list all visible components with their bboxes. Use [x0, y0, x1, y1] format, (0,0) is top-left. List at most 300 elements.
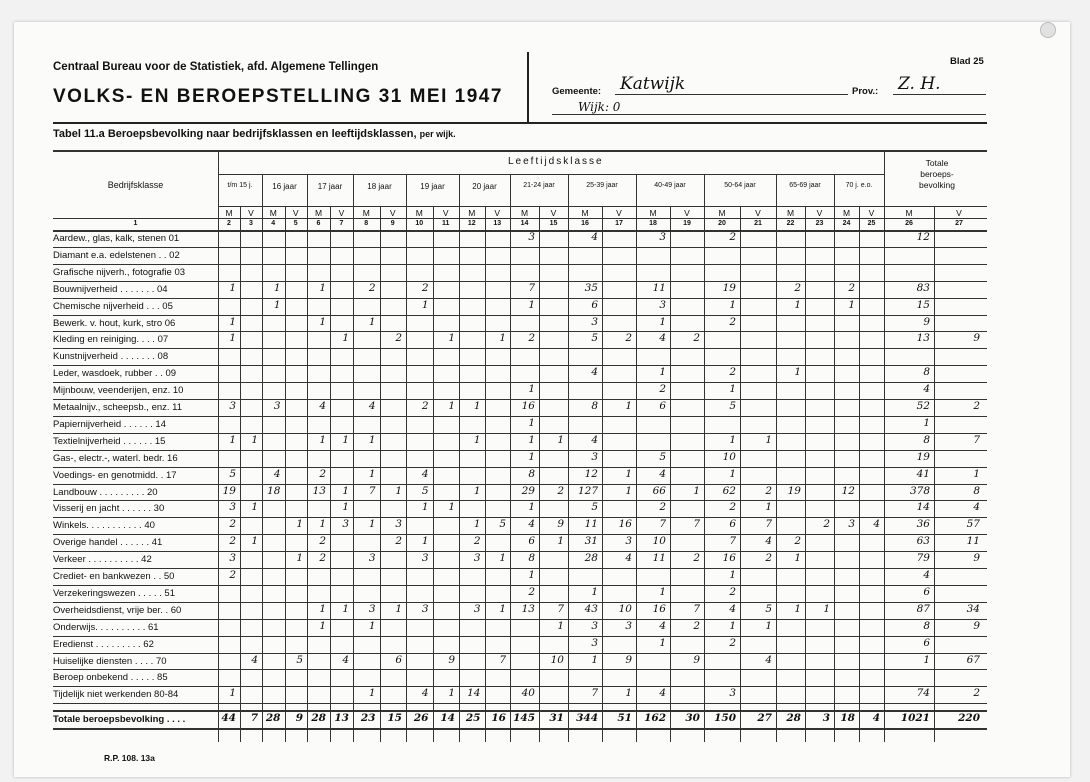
data-cell: 3	[421, 552, 429, 565]
data-cell: 1	[448, 400, 455, 412]
data-cell: 2	[729, 585, 736, 598]
male-label: M	[269, 208, 277, 218]
data-cell: 11	[966, 535, 980, 548]
data-cell: 1	[659, 315, 666, 328]
row-label: Huiselijke diensten . . . . 70	[53, 655, 167, 667]
data-cell: 1	[342, 484, 349, 497]
column-number: 17	[615, 220, 623, 227]
column-number: 3	[249, 220, 253, 227]
female-label: V	[868, 208, 875, 218]
data-cell: 1	[251, 433, 258, 446]
male-label: M	[468, 208, 476, 218]
provincie-underline	[893, 94, 986, 95]
total-heading-line1: Totale	[925, 158, 949, 168]
age-class-label: t/m 15 j.	[227, 182, 253, 189]
data-cell: 83	[916, 281, 930, 294]
data-cell: 6	[591, 298, 598, 311]
data-cell: 4	[251, 653, 258, 666]
row-label: Verkeer . . . . . . . . . . 42	[53, 554, 152, 566]
data-cell: 1	[823, 602, 830, 615]
age-col-divider	[834, 174, 835, 742]
age-class-label: 16 jaar	[272, 182, 297, 191]
total-cell: 1021	[900, 712, 930, 725]
column-number: 5	[293, 220, 298, 227]
data-cell: 6	[729, 518, 736, 531]
total-cell: 145	[513, 712, 535, 725]
data-cell: 1	[794, 602, 801, 615]
row-rule	[53, 636, 987, 637]
total-cell: 23	[360, 712, 376, 725]
data-cell: 7	[729, 535, 736, 548]
data-cell: 1	[473, 484, 481, 497]
total-cell: 28	[311, 712, 326, 725]
data-cell: 1	[448, 332, 455, 345]
data-cell: 2	[794, 535, 801, 548]
data-cell: 2	[973, 400, 980, 412]
data-cell: 3	[229, 400, 236, 412]
total-cell: 220	[958, 712, 980, 725]
total-cell: 28	[265, 712, 281, 725]
data-cell: 1	[319, 315, 326, 328]
organization-name: Centraal Bureau voor de Statistiek, afd. Algemene Tellingen	[53, 61, 379, 73]
data-cell: 4	[421, 687, 429, 700]
data-cell: 4	[342, 653, 349, 666]
female-label: V	[338, 208, 345, 218]
data-cell: 10	[652, 535, 666, 548]
data-cell: 2	[765, 484, 772, 497]
female-label: V	[616, 208, 622, 218]
row-label: Mijnbouw, veenderijen, enz. 10	[53, 385, 184, 397]
column-number: 19	[683, 220, 691, 227]
male-label: M	[786, 208, 795, 218]
data-cell: 2	[229, 535, 236, 548]
column-number: 6	[316, 220, 321, 227]
data-cell: 3	[368, 602, 376, 615]
data-cell: 9	[557, 518, 564, 531]
data-cell: 2	[729, 366, 736, 379]
data-cell: 1	[229, 281, 236, 294]
data-cell: 127	[577, 484, 598, 497]
total-cell: 15	[387, 712, 402, 725]
data-cell: 14	[916, 501, 930, 514]
data-cell: 1	[319, 281, 326, 294]
data-cell: 2	[693, 552, 700, 565]
data-cell: 1	[421, 298, 429, 311]
data-cell: 1	[273, 281, 281, 294]
data-cell: 7	[528, 281, 535, 294]
row-label: Leder, wasdoek, rubber . . 09	[53, 368, 177, 380]
mv-col-divider	[805, 206, 806, 742]
data-cell: 4	[659, 619, 666, 632]
data-cell: 8	[923, 366, 930, 379]
data-cell: 10	[618, 602, 632, 615]
data-cell: 1	[625, 484, 632, 497]
age-col-divider	[262, 174, 263, 742]
female-label: V	[684, 208, 690, 218]
data-cell: 4	[765, 653, 772, 666]
data-cell: 79	[916, 552, 930, 565]
data-cell: 1	[659, 585, 666, 598]
data-cell: 2	[395, 332, 402, 345]
data-cell: 4	[273, 467, 281, 480]
rowhead-label: Bedrijfsklasse	[107, 180, 164, 190]
data-cell: 15	[916, 298, 930, 311]
row-label: Winkels. . . . . . . . . . . 40	[53, 520, 155, 532]
data-cell: 4	[659, 332, 666, 345]
column-number: 27	[955, 220, 963, 227]
data-cell: 7	[693, 602, 700, 615]
data-cell: 1	[794, 552, 801, 565]
total-cell: 28	[786, 712, 801, 725]
data-cell: 19	[916, 450, 930, 463]
data-cell: 378	[909, 484, 930, 497]
data-cell: 1	[528, 383, 535, 396]
data-cell: 1	[591, 653, 598, 666]
data-cell: 3	[368, 552, 376, 565]
data-cell: 1	[368, 619, 376, 632]
data-cell: 2	[395, 535, 402, 548]
data-cell: 1	[368, 687, 376, 700]
total-cell: 44	[221, 712, 236, 725]
data-cell: 3	[421, 602, 429, 615]
data-cell: 2	[421, 281, 429, 294]
data-cell: 1	[625, 687, 632, 700]
data-cell: 3	[625, 535, 632, 548]
data-cell: 6	[923, 585, 930, 598]
row-label: Kunstnijverheid . . . . . . . 08	[53, 351, 169, 363]
total-cell: 31	[549, 712, 564, 725]
column-number: 12	[467, 220, 476, 227]
total-cell: 344	[576, 712, 598, 725]
age-class-label: 50-64 jaar	[724, 182, 756, 189]
data-cell: 3	[729, 687, 736, 700]
row-label: Textielnijverheid . . . . . . 15	[53, 435, 166, 447]
total-cell: 26	[413, 712, 429, 725]
data-cell: 3	[848, 518, 855, 531]
data-cell: 4	[528, 518, 535, 531]
data-cell: 12	[584, 467, 598, 480]
female-label: V	[755, 208, 761, 218]
data-cell: 5	[296, 653, 303, 666]
male-label: M	[225, 208, 233, 218]
data-cell: 11	[652, 552, 666, 565]
data-cell: 1	[421, 535, 429, 548]
data-cell: 4	[765, 535, 772, 548]
age-class-label: 20 jaar	[472, 182, 497, 191]
male-label: M	[718, 208, 726, 218]
data-cell: 9	[693, 653, 700, 666]
female-label: V	[550, 208, 557, 218]
data-cell: 2	[693, 332, 700, 345]
data-cell: 1	[251, 501, 258, 514]
census-table	[53, 150, 987, 742]
data-cell: 1	[557, 433, 564, 446]
data-cell: 6	[528, 535, 535, 548]
data-cell: 3	[273, 400, 281, 412]
data-cell: 13	[521, 602, 535, 615]
male-label: M	[415, 208, 423, 218]
column-number: 20	[718, 220, 726, 227]
age-class-label: 18 jaar	[367, 182, 392, 191]
data-cell: 7	[693, 518, 700, 531]
data-cell: 16	[618, 518, 632, 531]
data-cell: 9	[973, 619, 980, 632]
data-cell: 2	[557, 484, 564, 497]
data-cell: 1	[319, 602, 326, 615]
data-cell: 2	[973, 687, 980, 700]
age-col-divider	[776, 174, 777, 742]
data-cell: 2	[319, 467, 326, 480]
row-label: Eredienst . . . . . . . . . 62	[53, 638, 154, 650]
data-cell: 63	[916, 535, 930, 548]
data-cell: 19	[222, 484, 236, 497]
data-cell: 3	[229, 501, 236, 514]
row-rule	[53, 315, 987, 316]
total-cell: 9	[295, 712, 303, 725]
data-cell: 1	[528, 433, 535, 446]
data-cell: 1	[473, 433, 481, 446]
data-cell: 1	[229, 332, 236, 345]
total-cell: 3	[822, 712, 830, 725]
data-cell: 3	[591, 636, 598, 649]
data-cell: 3	[395, 518, 402, 531]
data-cell: 18	[267, 484, 281, 497]
data-cell: 1	[973, 467, 980, 480]
data-cell: 1	[693, 484, 700, 497]
mv-col-divider	[859, 206, 860, 742]
male-label: M	[842, 208, 851, 218]
data-cell: 16	[521, 400, 535, 412]
data-cell: 4	[659, 687, 666, 700]
data-cell: 87	[916, 602, 930, 615]
data-cell: 41	[916, 467, 930, 480]
data-cell: 40	[521, 687, 535, 700]
total-row-label: Totale beroepsbevolking . . . .	[53, 714, 186, 726]
data-cell: 2	[729, 636, 736, 649]
female-label: V	[494, 208, 501, 218]
data-cell: 4	[625, 552, 632, 565]
provincie-value: Z. H.	[898, 74, 941, 94]
row-label: Overige handel . . . . . . 41	[53, 537, 163, 549]
data-cell: 1	[765, 433, 772, 446]
column-number: 15	[549, 220, 558, 227]
data-cell: 3	[473, 602, 481, 615]
age-col-divider	[307, 174, 308, 742]
data-cell: 2	[319, 552, 326, 565]
data-cell: 31	[584, 535, 598, 548]
data-cell: 8	[591, 400, 598, 412]
total-cell: 7	[250, 712, 258, 725]
data-cell: 9	[448, 653, 455, 666]
data-cell: 1	[765, 619, 772, 632]
row-rule	[53, 653, 987, 654]
row-label: Crediet- en bankwezen . . 50	[53, 571, 175, 582]
column-number: 8	[364, 220, 369, 227]
data-cell: 1	[368, 433, 376, 446]
data-cell: 1	[473, 518, 481, 531]
male-label: M	[649, 208, 657, 218]
row-label: Landbouw . . . . . . . . . 20	[53, 486, 158, 498]
data-cell: 4	[591, 433, 598, 446]
data-cell: 1	[625, 467, 632, 480]
data-cell: 28	[584, 552, 598, 565]
female-label: V	[248, 208, 254, 218]
header-divider	[527, 52, 529, 122]
data-cell: 1	[625, 400, 632, 412]
row-label: Beroep onbekend . . . . . 85	[53, 672, 168, 684]
male-label: M	[905, 208, 913, 218]
data-cell: 4	[421, 467, 429, 480]
table-top-rule	[53, 150, 987, 152]
age-col-divider	[406, 174, 407, 742]
total-cell: 27	[757, 712, 772, 725]
age-class-label: 21-24 jaar	[523, 182, 555, 189]
row-label: Bouwnijverheid . . . . . . . 04	[53, 283, 168, 295]
data-cell: 7	[499, 653, 506, 666]
row-label: Gas-, electr.-, waterl. bedr. 16	[53, 452, 178, 464]
number-header-rule	[53, 218, 987, 219]
data-cell: 1	[395, 602, 402, 615]
female-label: V	[389, 208, 396, 218]
total-cell: 30	[685, 712, 700, 725]
data-cell: 1	[659, 366, 666, 379]
data-cell: 1	[319, 518, 326, 531]
data-cell: 4	[729, 602, 736, 615]
data-cell: 62	[722, 484, 736, 497]
data-cell: 2	[368, 281, 376, 294]
data-cell: 7	[591, 687, 598, 700]
data-cell: 66	[652, 484, 666, 497]
data-cell: 8	[973, 484, 980, 497]
data-cell: 5	[659, 450, 666, 463]
age-group-heading: Leeftijdsklasse	[508, 156, 604, 167]
data-cell: 16	[722, 552, 736, 565]
wijk-underline	[552, 114, 986, 115]
data-cell: 4	[873, 518, 880, 531]
data-cell: 4	[591, 366, 598, 379]
data-cell: 1	[448, 687, 455, 700]
data-cell: 3	[591, 619, 598, 632]
column-number: 7	[339, 220, 344, 227]
data-cell: 3	[659, 298, 666, 311]
data-cell: 1	[499, 552, 506, 565]
column-number: 24	[842, 220, 851, 227]
data-cell: 19	[722, 281, 736, 294]
column-number: 13	[493, 220, 502, 227]
total-cell: 51	[617, 712, 632, 725]
age-class-label: 65-69 jaar	[789, 182, 821, 189]
data-cell: 2	[229, 518, 236, 531]
row-label: Chemische nijverheid . . . 05	[53, 300, 173, 312]
female-label: V	[956, 208, 962, 218]
row-label: Papiernijverheid . . . . . . 14	[53, 418, 167, 430]
data-cell: 9	[625, 653, 632, 666]
data-cell: 7	[557, 602, 564, 615]
row-label: Tijdelijk niet werkenden 80-84	[53, 689, 179, 701]
data-cell: 1	[528, 416, 535, 429]
data-cell: 1	[395, 484, 402, 497]
data-cell: 1	[528, 569, 535, 581]
data-cell: 2	[848, 281, 855, 294]
data-cell: 8	[923, 619, 930, 632]
data-cell: 2	[659, 383, 666, 396]
data-cell: 1	[528, 298, 535, 311]
data-cell: 2	[229, 569, 236, 581]
data-cell: 19	[787, 484, 801, 497]
data-cell: 1	[319, 433, 326, 446]
data-cell: 2	[794, 281, 801, 294]
data-cell: 1	[729, 467, 736, 480]
data-cell: 2	[528, 585, 535, 598]
column-number: 21	[754, 220, 762, 227]
total-top-rule	[53, 710, 987, 712]
row-rule	[53, 264, 987, 265]
data-cell: 7	[973, 433, 980, 446]
age-col-divider	[459, 174, 460, 742]
data-cell: 2	[765, 552, 772, 565]
column-number: 14	[520, 220, 529, 227]
form-code: R.P. 108. 13a	[104, 753, 155, 763]
data-cell: 8	[923, 433, 930, 446]
data-cell: 4	[368, 400, 376, 412]
row-label: Kleding en reiniging. . . . 07	[53, 334, 169, 346]
header-rule	[53, 122, 987, 124]
data-cell: 4	[659, 467, 666, 480]
sheet-number: Blad 25	[950, 56, 984, 67]
data-cell: 6	[923, 636, 930, 649]
data-cell: 2	[693, 619, 700, 632]
data-cell: 2	[729, 501, 736, 514]
data-cell: 8	[528, 467, 535, 480]
total-heading-line3: bevolking	[919, 180, 955, 190]
data-cell: 1	[319, 619, 326, 632]
data-cell: 67	[966, 653, 980, 666]
data-cell: 11	[584, 518, 598, 531]
data-cell: 35	[584, 281, 598, 294]
column-number: 25	[867, 220, 876, 227]
table-caption: Tabel 11.a Beroepsbevolking naar bedrijfsklassen en leeftijdsklassen, per wijk.	[53, 128, 456, 140]
total-cell: 162	[644, 712, 666, 725]
data-cell: 1	[229, 687, 236, 700]
data-cell: 1	[591, 585, 598, 598]
data-cell: 1	[296, 552, 303, 565]
data-cell: 6	[659, 400, 666, 412]
data-cell: 3	[659, 231, 666, 243]
column-number: 11	[442, 220, 450, 227]
data-cell: 2	[659, 501, 666, 514]
data-cell: 10	[722, 450, 736, 463]
age-col-divider	[218, 174, 219, 742]
data-cell: 4	[591, 231, 598, 243]
data-cell: 1	[342, 332, 349, 345]
total-cell: 18	[840, 712, 855, 725]
data-cell: 12	[916, 231, 930, 243]
column-number: 4	[271, 220, 276, 227]
data-cell: 12	[841, 484, 855, 497]
male-label: M	[581, 208, 589, 218]
column-number: 23	[815, 220, 824, 227]
gemeente-label: Gemeente:	[552, 86, 602, 97]
row-label: Onderwijs. . . . . . . . . . 61	[53, 621, 159, 633]
total-cell: 25	[465, 712, 481, 725]
age-class-label: 25-39 jaar	[586, 182, 618, 189]
data-cell: 57	[966, 518, 980, 531]
data-cell: 16	[652, 602, 666, 615]
total-cell: 13	[334, 712, 349, 725]
data-cell: 1	[659, 636, 666, 649]
data-cell: 1	[368, 467, 376, 480]
age-header-rule	[218, 174, 884, 175]
